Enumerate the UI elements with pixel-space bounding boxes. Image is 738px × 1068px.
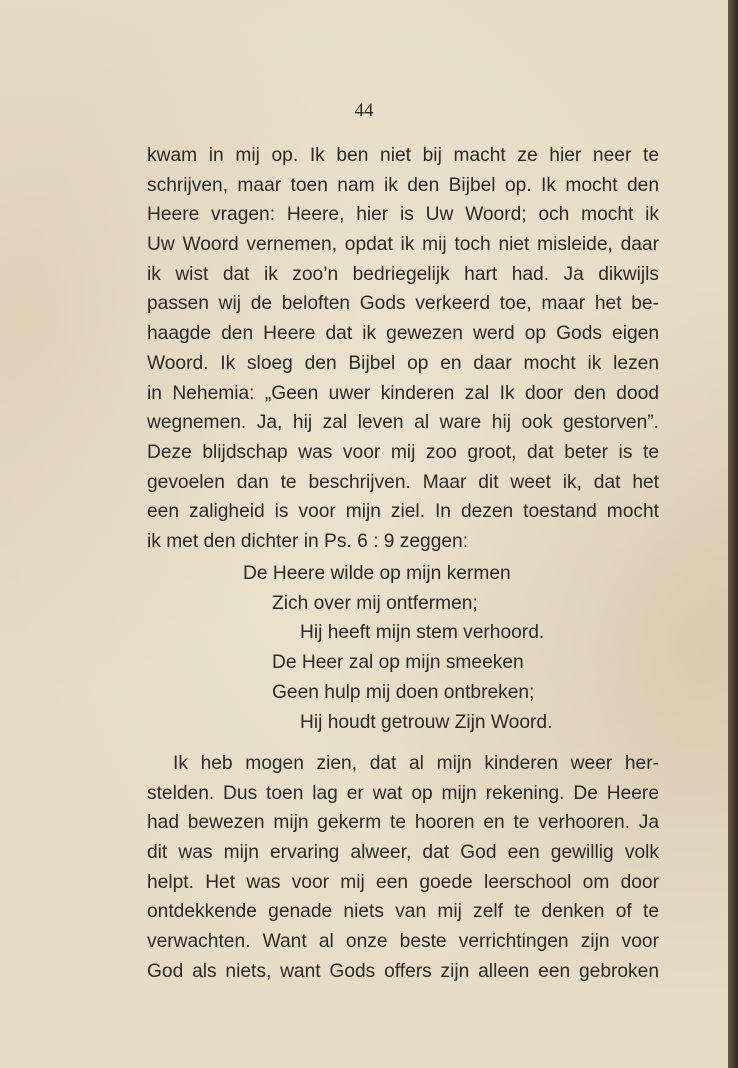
text-line: helpt. Het was voor mij een goede leerschool om door [147,871,659,893]
page-number: 44 [354,100,374,121]
paragraph-1 [147,141,659,557]
poem-line: Hij heeft mijn stem verhoord. [300,622,545,644]
text-line: dit was mijn ervaring alweer, dat God een gewillig volk [147,842,659,864]
poem-line: De Heer zal op mijn smeeken [272,652,524,674]
text-line: God als niets, want Gods offers zijn alleen een gebroken [147,960,659,982]
text-line: haagde den Heere dat ik gewezen werd op Gods eigen [147,323,659,345]
text-line: verwachten. Want al onze beste verrichtingen zijn voor [147,931,659,953]
text-line: Ik heb mogen zien, dat al mijn kinderen weer her- [173,753,659,774]
text-line: Woord. Ik sloeg den Bijbel op en daar mocht ik lezen [147,352,659,374]
poem-line: Zich over mij ontfermen; [272,592,478,614]
text-line: had bewezen mijn gekerm te hooren en te verhooren. Ja [147,812,659,834]
text-line: ik met den dichter in Ps. 6 : 9 zeggen: [147,530,469,552]
text-line: wegnemen. Ja, hij zal leven al ware hij ook gestorven”. [147,412,659,434]
page-edge-shadow [728,0,738,1068]
text-line: stelden. Dus toen lag er wat op mijn rekening. De Heere [147,782,659,804]
text-line: Deze blijdschap was voor mij zoo groot, dat beter is te [147,441,659,463]
text-line: een zaligheid is voor mijn ziel. In dezen toestand mocht [147,501,659,523]
text-line: schrijven, maar toen nam ik den Bijbel op. Ik mocht den [147,174,659,196]
poem-line: Geen hulp mij doen ontbreken; [272,681,535,703]
text-line: ik wist dat ik zoo’n bedriegelijk hart had. Ja dikwijls [147,263,659,285]
text-line: kwam in mij op. Ik ben niet bij macht ze hier neer te [147,145,659,166]
text-line: gevoelen dan te beschrijven. Maar dit weet ik, dat het [147,471,659,493]
text-line: Uw Woord vernemen, opdat ik mij toch niet misleide, daar [147,234,659,256]
text-line: Heere vragen: Heere, hier is Uw Woord; och mocht ik [147,204,659,226]
text-line: passen wij de beloften Gods verkeerd toe, maar het be- [147,293,659,315]
poem-line: De Heere wilde op mijn kermen [243,563,511,584]
paragraph-2 [147,749,659,987]
text-line: in Nehemia: „Geen uwer kinderen zal Ik door den dood [147,382,659,404]
text-line: ontdekkende genade niets van mij zelf te denken of te [147,901,659,923]
poem-line: Hij houdt getrouw Zijn Woord. [300,711,553,733]
